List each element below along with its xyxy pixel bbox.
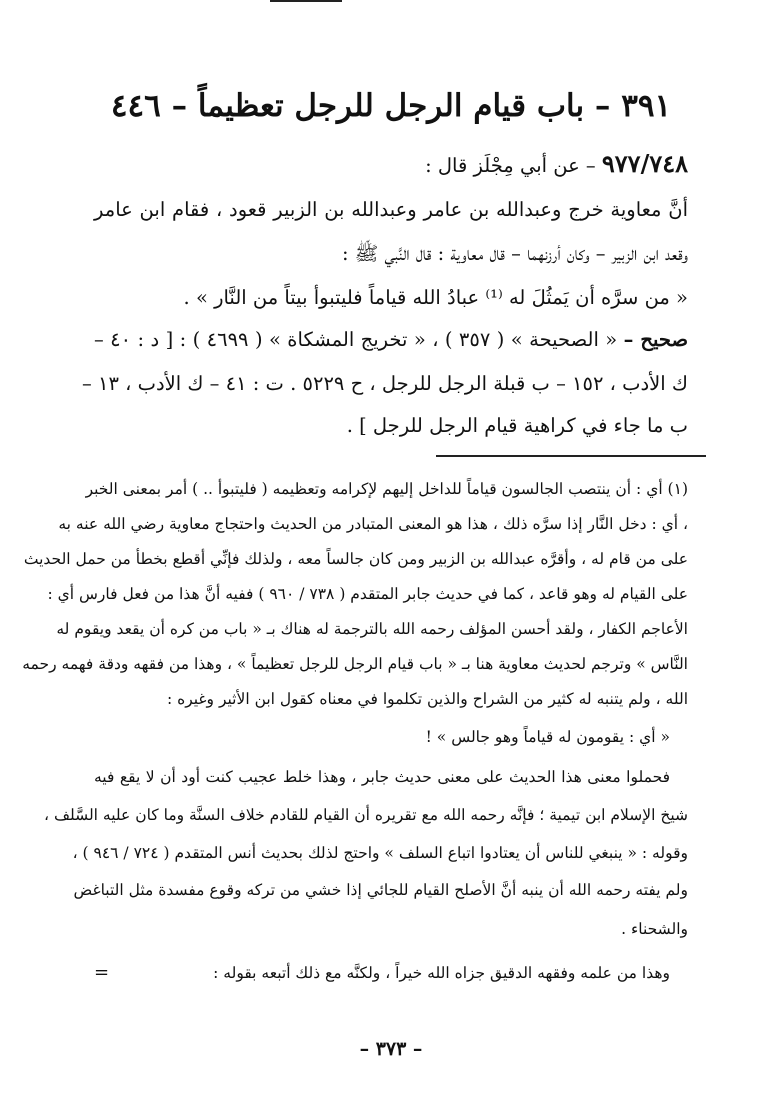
footnote-quote: « أي : يقومون له قياماً وهو جالس » ! (425, 728, 670, 746)
hadith-header (94, 146, 688, 182)
footnote-line-3: على من قام له ، وأقرَّه عبدالله بن الزبير ومن كان جالساً معه ، ولذلك فإنِّي أقطع بخطأ من حمل الحديث (23, 550, 688, 568)
footnote-separator (436, 455, 706, 457)
chapter-title: ٣٩١ – باب قيام الرجل للرجل تعظيماً – ٤٤٦ (110, 88, 672, 124)
footnote-line-14: وهذا من علمه وفقهه الدقيق جزاه الله خيراً ، ولكنَّه مع ذلك أتبعه بقوله : (213, 964, 670, 982)
footnote-line-9: فحملوا معنى هذا الحديث على معنى حديث جابر ، وهذا خلط عجيب كنت أود أن لا يقع فيه (94, 768, 670, 786)
footnote-line-4: على القيام له وهو قاعد ، كما في حديث جابر المتقدم ( ٧٣٨ / ٩٦٠ ) ففيه أنَّ هذا من فعل فارس أي : (47, 585, 688, 603)
hadith-text-line-2: وقعد ابن الزبير – وكان أرزنهما – قال معاوية : قال النَّبي ﷺ : (341, 242, 688, 265)
takhrij-line-3: ب ما جاء في كراهية قيام الرجل للرجل ] . (346, 414, 688, 437)
takhrij-line-1 (94, 322, 688, 358)
page-number: – ٣٧٣ – (359, 1038, 423, 1060)
takhrij-text-1: « الصحيحة » ( ٣٥٧ ) ، « تخريج المشكاة » ( ٤٦٩٩ ) : [ د : ٤٠ – (94, 328, 618, 351)
footnote-line-10: شيخ الإسلام ابن تيمية ؛ فإنَّه رحمه الله مع تقريره أن القيام للقادم خلاف السنَّة وما كان عليه السَّلف ، (44, 806, 688, 824)
hadith-grade: صحيح – (623, 328, 689, 351)
hadith-intro: – عن أبي مِجْلَز قال : (425, 154, 596, 177)
continuation-mark: = (94, 962, 110, 983)
footnote-line-13: والشحناء . (621, 920, 688, 938)
top-rule (270, 0, 342, 2)
footnote-line-5: الأعاجم الكفار ، ولقد أحسن المؤلف رحمه الله بالترجمة له هناك بـ « باب من كره أن يقعد ويقوم له (56, 620, 688, 638)
hadith-text-line-3: « من سرَّه أن يَمثُلَ له ⁽¹⁾ عبادُ الله قياماً فليتبوأ بيتاً من النَّار » . (183, 286, 688, 309)
footnote-line-11: وقوله : « ينبغي للناس أن يعتادوا اتباع السلف » واحتج لذلك بحديث أنس المتقدم ( ٧٢٤ / ٩٤٦ ) ، (72, 844, 688, 862)
takhrij-line-2: ك الأدب ، ١٥٢ – ب قبلة الرجل للرجل ، ح ٥٢٢٩ . ت : ٤١ – ك الأدب ، ١٣ – (82, 372, 688, 395)
hadith-number: ٩٧٧/٧٤٨ (601, 149, 688, 178)
footnote-line-2: ، أي : دخل النَّار إذا سرَّه ذلك ، هذا هو المعنى المتبادر من الحديث واحتجاج معاوية رضي الله عنه به (58, 515, 688, 533)
hadith-text-line-1: أنَّ معاوية خرج وعبدالله بن عامر وعبدالله بن الزبير قعود ، فقام ابن عامر (94, 198, 688, 221)
footnote-line-6: النَّاس » وترجم لحديث معاوية هنا بـ « باب قيام الرجل للرجل تعظيماً » ، وهذا من فقهه ودقة فهمه رحمه (22, 655, 688, 673)
footnote-line-1: (١) أي : أن ينتصب الجالسون قياماً للداخل إليهم لإكرامه وتعظيمه ( فليتبوأ .. ) أمر بمعنى الخبر (85, 480, 688, 498)
footnote-line-12: ولم يفته رحمه الله أن ينبه أنَّ الأصلح القيام للجائي إذا خشي من تركه وقوع مفسدة مثل التباغض (73, 881, 688, 899)
footnote-line-7: الله ، ولم يتنبه له كثير من الشراح والذين تكلموا في معناه كقول ابن الأثير وغيره : (166, 690, 688, 708)
